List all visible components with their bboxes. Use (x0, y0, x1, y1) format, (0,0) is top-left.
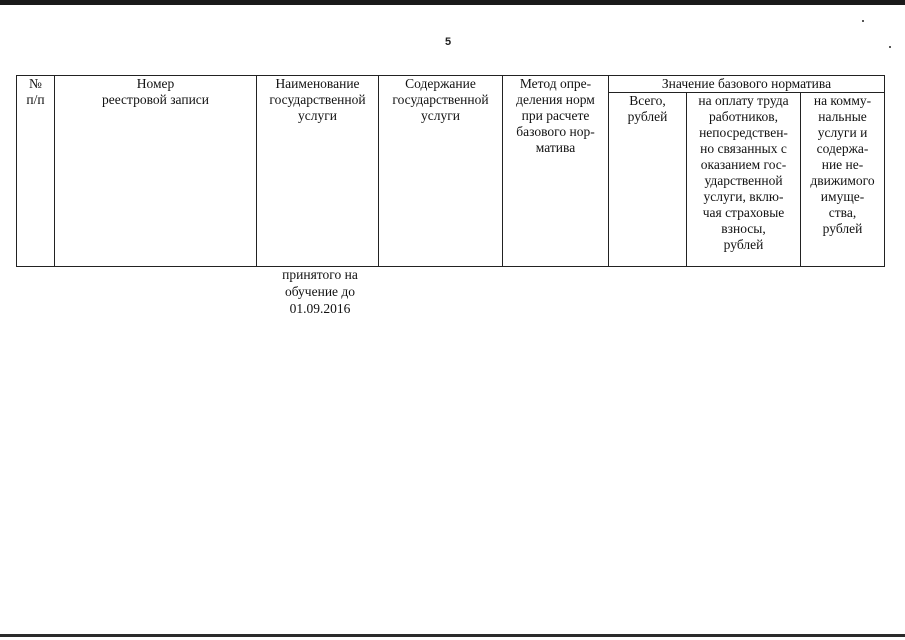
header-labor-label: на оплату труда работников, непосредствен- но связанных с оказанием гос- ударственной услуги, вклю- чая страховые взносы, рублей (698, 93, 789, 252)
scan-speck (862, 20, 864, 22)
header-cell-service-name (257, 76, 379, 267)
header-total-label: Всего, рублей (627, 93, 668, 124)
scan-speck (889, 46, 891, 48)
page-number: 5 (444, 36, 452, 48)
header-number-label: № п/п (26, 76, 45, 107)
header-base-value-label: Значение базового норматива (661, 76, 832, 91)
header-utilities-label: на комму- нальные услуги и содержа- ние не- движимого имуще- ства, рублей (810, 93, 875, 236)
header-cell-utilities (801, 93, 885, 267)
header-cell-service-content (379, 76, 503, 267)
continuation-text: принятого на обучение до 01.09.2016 (282, 267, 358, 316)
scan-top-edge (0, 0, 905, 5)
header-service-content-label: Содержание государственной услуги (392, 76, 489, 123)
header-cell-base-value-group (609, 76, 885, 93)
header-registry-label: Номер реестровой записи (101, 76, 210, 107)
base-norm-table (16, 75, 885, 267)
header-cell-method (503, 76, 609, 267)
header-cell-labor (687, 93, 801, 267)
header-row-top (17, 76, 885, 93)
header-cell-total (609, 93, 687, 267)
header-method-label: Метод опре- деления норм при расчете базового нор- матива (516, 76, 595, 155)
scan-bottom-edge (0, 634, 905, 637)
header-service-name-label: Наименование государственной услуги (269, 76, 366, 123)
header-cell-registry (55, 76, 257, 267)
header-cell-number (17, 76, 55, 267)
